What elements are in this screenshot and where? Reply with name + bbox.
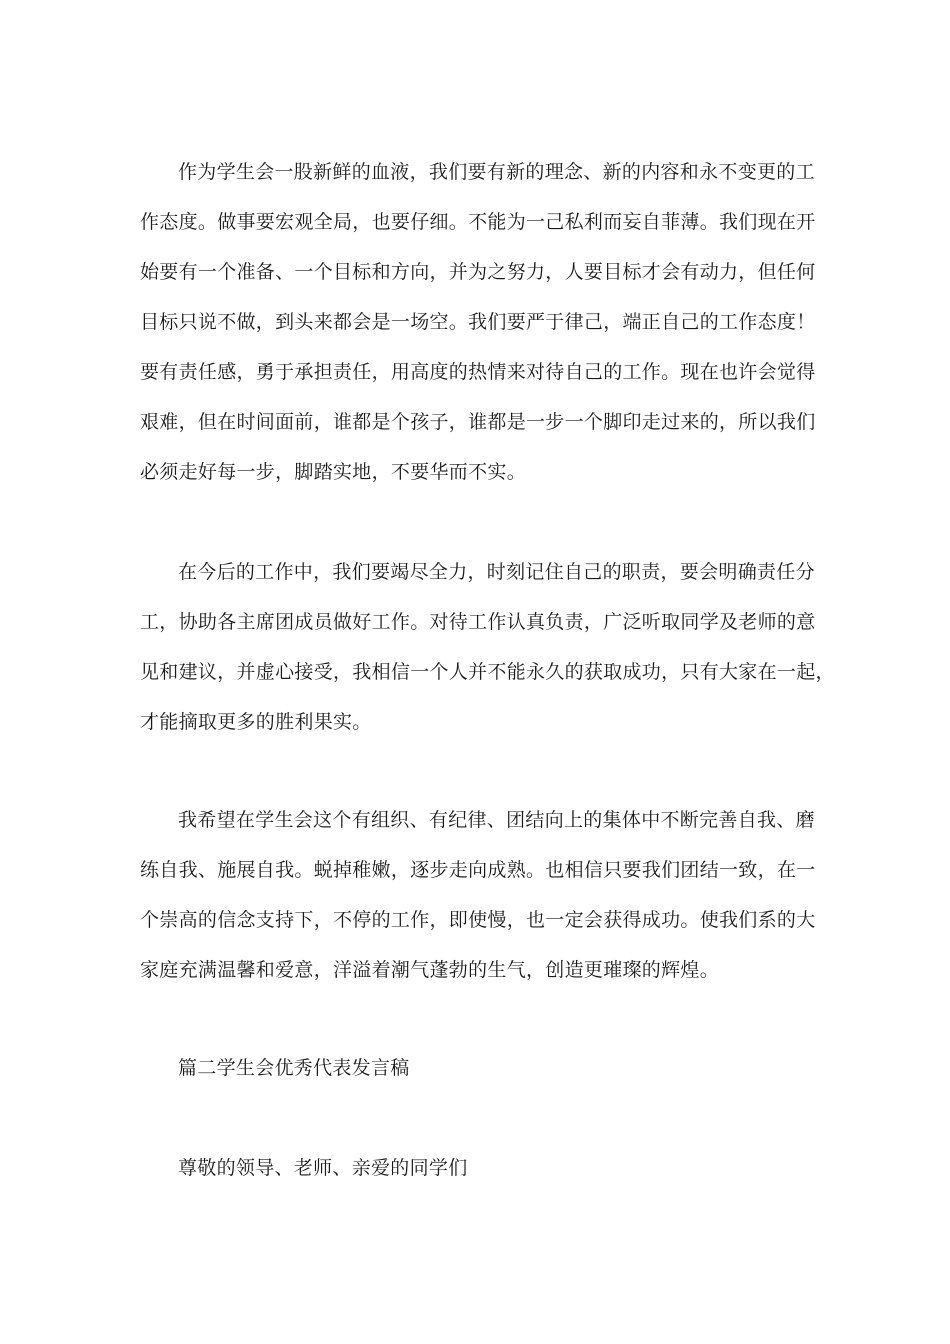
paragraph-line: 我希望在学生会这个有组织、有纪律、团结向上的集体中不断完善自我、磨 <box>178 809 815 831</box>
paragraph-line: 必须走好每一步，脚踏实地，不要华而不实。 <box>140 461 527 483</box>
section-heading-text: 篇二学生会优秀代表发言稿 <box>178 1057 410 1079</box>
paragraph-line: 在今后的工作中，我们要竭尽全力，时刻记住自己的职责，要会明确责任分 <box>178 561 815 583</box>
paragraph-line: 工，协助各主席团成员做好工作。对待工作认真负责，广泛听取同学及老师的意 <box>140 611 816 633</box>
paragraph <box>140 147 816 497</box>
paragraph-line: 家庭充满温馨和爱意，洋溢着潮气蓬勃的生气，创造更璀璨的辉煌。 <box>140 959 720 981</box>
paragraph-line: 始要有一个准备、一个目标和方向，并为之努力，人要目标才会有动力，但任何 <box>140 261 816 283</box>
paragraph <box>140 795 816 995</box>
paragraph-line: 练自我、施展自我。蜕掉稚嫩，逐步走向成熟。也相信只要我们团结一致，在一 <box>140 859 816 881</box>
section-heading <box>140 1043 812 1093</box>
paragraph <box>140 547 835 747</box>
paragraph-line: 艰难，但在时间面前，谁都是个孩子，谁都是一步一个脚印走过来的，所以我们 <box>140 411 816 433</box>
salutation-text: 尊敬的领导、老师、亲爱的同学们 <box>178 1157 468 1179</box>
paragraph-line: 目标只说不做，到头来都会是一场空。我们要严于律己，端正自己的工作态度！ <box>140 311 816 333</box>
paragraph-line: 个崇高的信念支持下，不停的工作，即使慢，也一定会获得成功。使我们系的大 <box>140 909 816 931</box>
paragraph-line: 作为学生会一股新鲜的血液，我们要有新的理念、新的内容和永不变更的工 <box>178 161 815 183</box>
paragraph-line: 才能摘取更多的胜利果实。 <box>140 711 372 733</box>
salutation <box>140 1143 812 1193</box>
paragraph-line: 见和建议，并虚心接受，我相信一个人并不能永久的获取成功，只有大家在一起， <box>140 661 835 683</box>
paragraph-line: 要有责任感，勇于承担责任，用高度的热情来对待自己的工作。现在也许会觉得 <box>140 361 816 383</box>
paragraph-line: 作态度。做事要宏观全局，也要仔细。不能为一己私利而妄自菲薄。我们现在开 <box>140 211 816 233</box>
